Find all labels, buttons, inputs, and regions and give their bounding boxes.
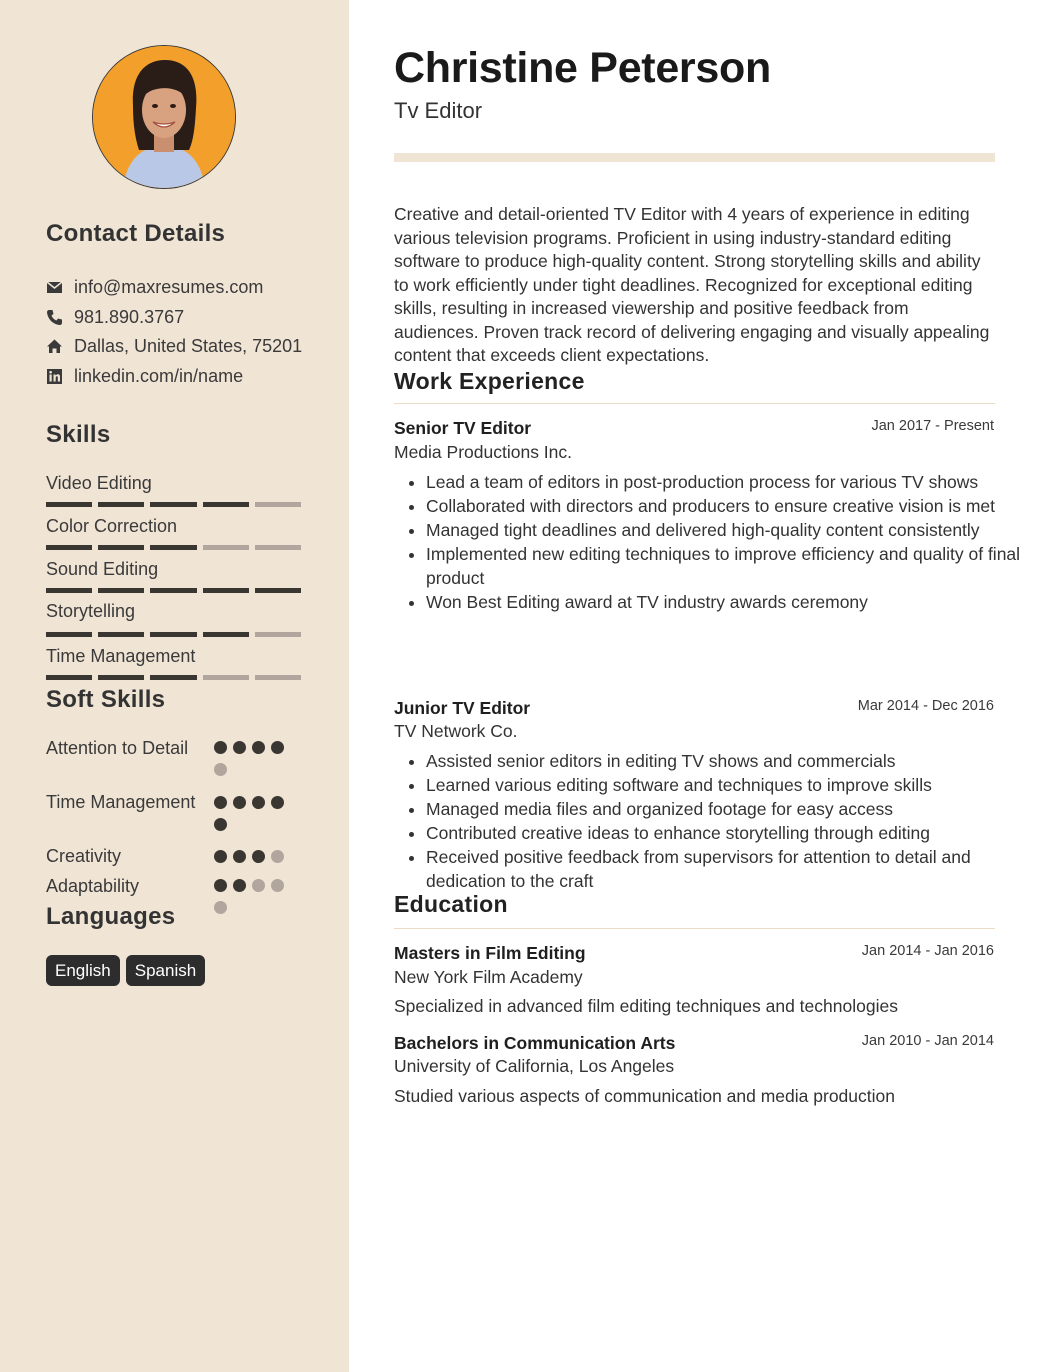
skill-level-segment: [150, 502, 196, 507]
languages-list: [46, 955, 205, 986]
job-bullet: • Implemented new editing techniques to improve efficiency and quality of final product: [426, 543, 1027, 590]
phone-icon: [46, 309, 63, 326]
skill-level-segment: [203, 545, 249, 550]
skill-level-segment: [255, 675, 301, 680]
skill-level-bar: [46, 502, 301, 507]
contact-email-text: info@maxresumes.com: [74, 276, 264, 297]
section-divider: [394, 403, 995, 404]
job-bullet: • Received positive feedback from supervisors for attention to detail and dedication to the craft: [426, 846, 1027, 893]
skill-level-bar: [46, 675, 301, 680]
rating-dot: [252, 741, 265, 754]
degree-date: Jan 2014 - Jan 2016: [861, 943, 994, 959]
contact-address-text: Dallas, United States, 75201: [74, 335, 303, 356]
skill-level-segment: [203, 502, 249, 507]
skill-level-segment: [255, 502, 301, 507]
skill-level-segment: [46, 588, 92, 593]
languages-heading: Languages: [46, 903, 176, 930]
contact-linkedin[interactable]: [46, 364, 243, 388]
section-divider: [394, 928, 995, 929]
skill-level-segment: [255, 632, 301, 637]
job-bullet: • Assisted senior editors in editing TV shows and commercials: [426, 750, 1027, 774]
rating-dot: [252, 850, 265, 863]
skill-level-segment: [98, 632, 144, 637]
skill-level-segment: [46, 545, 92, 550]
degree-school: University of California, Los Angeles: [394, 1056, 675, 1076]
skill-level-segment: [203, 675, 249, 680]
skill-level-bar: [46, 588, 301, 593]
job-company: TV Network Co.: [394, 721, 518, 741]
soft-skill-dots: [214, 796, 294, 831]
soft-skill-dots: [214, 741, 294, 776]
skill-name: Color Correction: [46, 516, 178, 536]
rating-dot: [233, 850, 246, 863]
rating-dot: [271, 796, 284, 809]
degree-description: Specialized in advanced film editing techniques and technologies: [394, 996, 898, 1016]
soft-skill-name: Attention to Detail: [46, 738, 189, 758]
skill-level-segment: [98, 545, 144, 550]
rating-dot: [214, 850, 227, 863]
degree-date: Jan 2010 - Jan 2014: [861, 1033, 994, 1049]
language-pill: Spanish: [126, 955, 205, 986]
skill-level-segment: [46, 632, 92, 637]
skill-level-segment: [46, 675, 92, 680]
skill-level-segment: [203, 588, 249, 593]
skill-level-segment: [150, 632, 196, 637]
rating-dot: [233, 796, 246, 809]
soft-skills-heading: Soft Skills: [46, 686, 166, 713]
skill-name: Sound Editing: [46, 559, 159, 579]
rating-dot: [252, 796, 265, 809]
envelope-icon: [46, 279, 63, 296]
skills-heading: Skills: [46, 421, 111, 448]
contact-phone-text: 981.890.3767: [74, 306, 185, 327]
degree-school: New York Film Academy: [394, 967, 583, 987]
rating-dot: [271, 741, 284, 754]
main-content: [349, 0, 1040, 1372]
contact-linkedin-text: linkedin.com/in/name: [74, 365, 244, 386]
skill-level-segment: [98, 675, 144, 680]
profile-summary: Creative and detail-oriented TV Editor with 4 years of experience in editing various television programs. Proficient in using industry-standard editing software to produce high-quality content. Strong storytelling skills and ability to work efficiently under tight deadlines. Recognized for exceptional editing skills, resulting in increased viewership and positive feedback from audiences. Proven track record of delivering engaging and visually appealing content that exceeds client expectations.: [394, 204, 990, 365]
job-bullet: • Learned various editing software and techniques to improve skills: [426, 774, 1027, 798]
soft-skill-name: Creativity: [46, 846, 122, 866]
soft-skill-dots: [214, 879, 294, 914]
rating-dot: [271, 850, 284, 863]
soft-skill-name: Time Management: [46, 792, 196, 812]
skill-level-segment: [98, 588, 144, 593]
job-bullet: • Managed media files and organized footage for easy access: [426, 798, 1027, 822]
job-date: Jan 2017 - Present: [871, 418, 994, 434]
rating-dot: [214, 879, 227, 892]
skill-name: Storytelling: [46, 601, 136, 621]
job-bullet: • Collaborated with directors and producers to ensure creative vision is met: [426, 495, 1027, 519]
contact-phone[interactable]: [46, 305, 184, 329]
job-bullet: • Won Best Editing award at TV industry awards ceremony: [426, 591, 1027, 615]
skill-level-segment: [98, 502, 144, 507]
language-pill: English: [46, 955, 120, 986]
candidate-name: Christine Peterson: [394, 44, 771, 92]
rating-dot: [214, 796, 227, 809]
degree-title: Masters in Film Editing: [394, 943, 586, 963]
contact-address: [46, 334, 302, 358]
job-bullets: [394, 471, 1027, 615]
rating-dot: [214, 818, 227, 831]
skill-level-segment: [203, 632, 249, 637]
skill-level-bar: [46, 632, 301, 637]
job-date: Mar 2014 - Dec 2016: [857, 698, 994, 714]
linkedin-icon: [46, 368, 63, 385]
job-title: Junior TV Editor: [394, 698, 531, 718]
skill-level-segment: [150, 588, 196, 593]
job-title: Senior TV Editor: [394, 418, 532, 438]
home-icon: [46, 338, 63, 355]
rating-dot: [214, 901, 227, 914]
job-bullet: • Lead a team of editors in post-production process for various TV shows: [426, 471, 1027, 495]
job-bullets: [394, 750, 1027, 894]
rating-dot: [233, 741, 246, 754]
job-company: Media Productions Inc.: [394, 442, 573, 462]
contact-heading: Contact Details: [46, 220, 226, 247]
skill-name: Video Editing: [46, 473, 152, 493]
degree-title: Bachelors in Communication Arts: [394, 1033, 676, 1053]
profile-photo: [92, 45, 236, 189]
skill-level-segment: [46, 502, 92, 507]
skill-name: Time Management: [46, 646, 196, 666]
skill-level-segment: [255, 545, 301, 550]
skill-level-bar: [46, 545, 301, 550]
education-heading: Education: [394, 891, 508, 917]
sidebar: [0, 0, 349, 1372]
work-experience-heading: Work Experience: [394, 368, 585, 394]
rating-dot: [271, 879, 284, 892]
soft-skill-dots: [214, 850, 294, 863]
skill-level-segment: [150, 545, 196, 550]
rating-dot: [214, 763, 227, 776]
skill-level-segment: [255, 588, 301, 593]
job-bullet: • Managed tight deadlines and delivered high-quality content consistently: [426, 519, 1027, 543]
profile-photo-illustration: [93, 46, 235, 188]
candidate-role: Tv Editor: [394, 98, 483, 123]
soft-skill-name: Adaptability: [46, 876, 140, 896]
rating-dot: [214, 741, 227, 754]
job-bullet: • Contributed creative ideas to enhance storytelling through editing: [426, 822, 1027, 846]
rating-dot: [233, 879, 246, 892]
skill-level-segment: [150, 675, 196, 680]
contact-email[interactable]: [46, 275, 263, 299]
rating-dot: [252, 879, 265, 892]
degree-description: Studied various aspects of communication and media production: [394, 1086, 895, 1106]
header-divider: [394, 153, 995, 162]
